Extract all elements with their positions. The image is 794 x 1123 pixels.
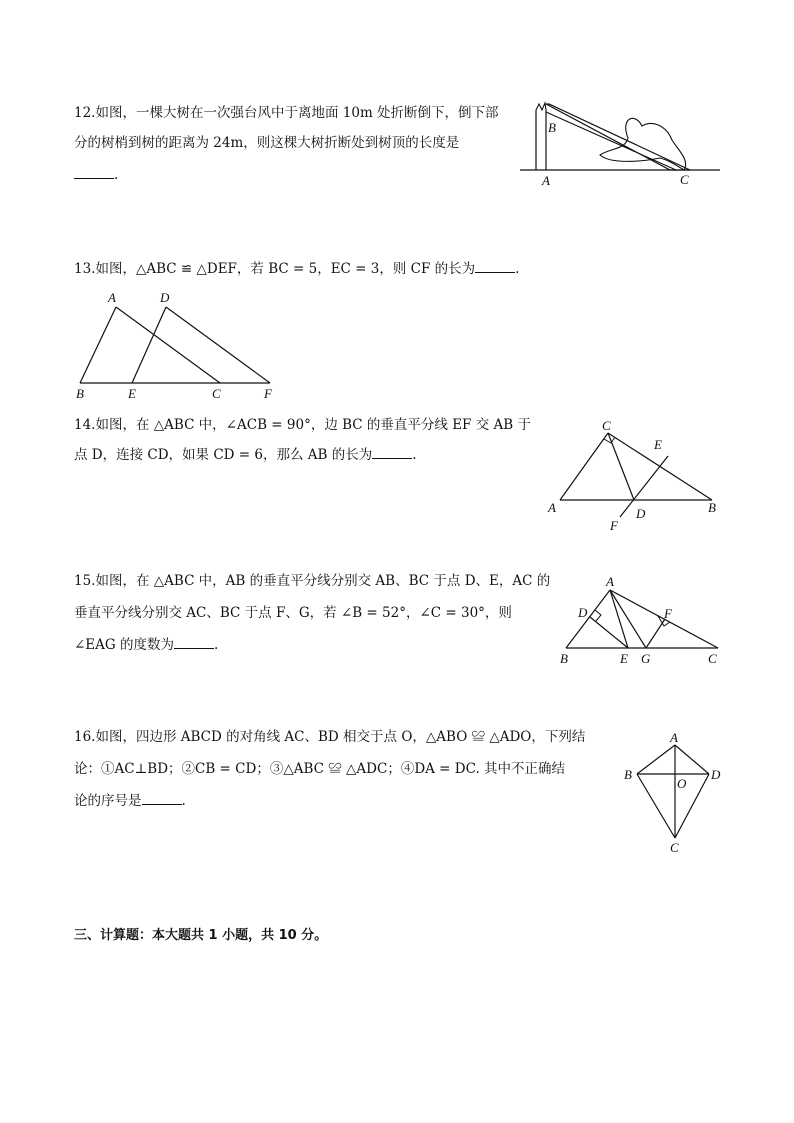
q15-label-f: F [664, 606, 672, 621]
q16-line1: 16.如图，四边形 ABCD 的对角线 AC、BD 相交于点 O，△ABO ≌ △ADO，下列结 [74, 729, 586, 745]
q15-label-d: D [578, 605, 588, 620]
q15-label-a: A [606, 574, 614, 589]
q15-line1: 15.如图，在 △ABC 中，AB 的垂直平分线分别交 AB、BC 于点 D、E，AC 的 [74, 573, 551, 589]
q16-label-b: B [624, 767, 632, 782]
q13-label-d: D [160, 290, 170, 305]
q15-label-g: G [641, 651, 651, 666]
q16-label-o: O [677, 776, 687, 791]
q16-text: 论的序号是 [74, 793, 142, 809]
q13-label-e: E [128, 386, 136, 401]
q14-line1: 14.如图，在 △ABC 中，∠ACB = 90°，边 BC 的垂直平分线 EF 交 AB 于 [74, 417, 531, 433]
q14-label-d: D [636, 506, 646, 521]
q16-period: . [181, 793, 186, 809]
q13-label-c: C [212, 386, 221, 401]
q14-label-f: F [610, 518, 618, 533]
q14-label-a: A [548, 500, 556, 515]
q16-label-d: D [711, 767, 721, 782]
q15-period: . [214, 637, 219, 653]
section-3-heading: 三、计算题：本大题共 1 小题，共 10 分。 [74, 928, 328, 943]
q12-label-b: B [548, 120, 556, 135]
q15-label-b: B [560, 651, 568, 666]
q13-label-a: A [108, 290, 116, 305]
q13-label-b: B [76, 386, 84, 401]
q14-period: . [412, 447, 417, 463]
q13-label-f: F [264, 386, 272, 401]
q14-label-e: E [654, 437, 662, 452]
q15-line2: 垂直平分线分别交 AC、BC 于点 F、G，若 ∠B = 52°，∠C = 30°，则 [74, 605, 512, 621]
q13-text: 13.如图，△ABC ≌ △DEF，若 BC = 5，EC = 3，则 CF 的长为 [74, 261, 476, 277]
q14-text: 点 D，连接 CD，如果 CD = 6，那么 AB 的长为 [74, 447, 373, 463]
q16-line2: 论：①AC⊥BD；②CB = CD；③△ABC ≌ △ADC；④DA = DC. 其中不正确结 [74, 761, 566, 777]
q15-label-c: C [708, 651, 717, 666]
q14-label-c: C [602, 418, 611, 433]
q12-line1: 12.如图，一棵大树在一次强台风中于离地面 10m 处折断倒下，倒下部 [74, 105, 499, 121]
q16-label-c: C [670, 840, 679, 855]
q12-label-a: A [542, 173, 550, 188]
q15-text: ∠EAG 的度数为 [74, 637, 174, 653]
q13-period: . [515, 261, 520, 277]
q12-line2: 分的树梢到树的距离为 24m，则这棵大树折断处到树顶的长度是 [74, 135, 460, 151]
q15-label-e: E [620, 651, 628, 666]
q14-label-b: B [708, 500, 716, 515]
q12-label-c: C [680, 172, 689, 187]
q16-label-a: A [670, 730, 678, 745]
q12-period: . [114, 167, 119, 183]
